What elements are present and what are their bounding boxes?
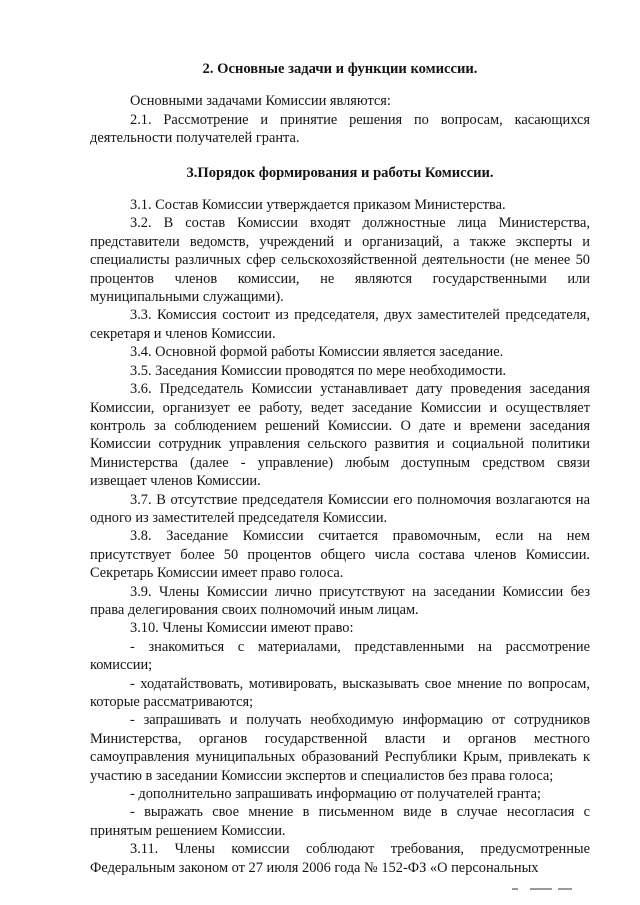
paragraph: 3.10. Члены Комиссии имеют право: bbox=[130, 620, 354, 637]
document-page bbox=[90, 60, 590, 877]
paragraph: 3.9. Члены Комиссии лично присутствуют на заседании Комиссии без права делегирования своих полномочий иным лицам. bbox=[90, 583, 590, 618]
scan-mark bbox=[512, 888, 518, 890]
list-item: - выражать свое мнение в письменном виде в случае несогласия с принятым решением Комиссии. bbox=[90, 804, 590, 839]
paragraph: 3.5. Заседания Комиссии проводятся по мере необходимости. bbox=[130, 362, 507, 379]
paragraph: 3.11. Члены комиссии соблюдают требования, предусмотренные Федеральным законом от 27 июля 2006 года № 152-ФЗ «О персональных bbox=[90, 841, 590, 876]
paragraph: 3.8. Заседание Комиссии считается правомочным, если на нем присутствует более 50 процентов общего числа состава членов Комиссии. Секретарь Комиссии имеет право голоса. bbox=[90, 528, 590, 582]
scan-mark bbox=[530, 888, 552, 890]
list-item: - дополнительно запрашивать информацию от получателей гранта; bbox=[130, 786, 541, 803]
paragraph: 3.2. В состав Комиссии входят должностные лица Министерства, представители ведомств, учреждений и организаций, а также эксперты и специалисты различных сфер сельскохозяйственной деятельности (не менее 50 процентов членов комиссии, не являются государственными или муниципальными служащими). bbox=[90, 215, 590, 306]
list-item: - запрашивать и получать необходимую информацию от сотрудников Министерства, органов государственной власти и органов местного самоуправления муниципальных образований Республики Крым, привлекать к участию в заседании Комиссии экспертов и специалистов без права голоса; bbox=[90, 712, 590, 784]
paragraph: 3.7. В отсутствие председателя Комиссии его полномочия возлагаются на одного из заместителей председателя Комиссии. bbox=[90, 491, 590, 526]
scan-mark bbox=[558, 888, 572, 890]
section-3-heading: 3.Порядок формирования и работы Комиссии. bbox=[186, 164, 494, 181]
list-item: - знакомиться с материалами, представленными на рассмотрение комиссии; bbox=[90, 638, 590, 674]
paragraph: 3.1. Состав Комиссии утверждается приказом Министерства. bbox=[130, 197, 506, 214]
paragraph: 3.6. Председатель Комиссии устанавливает дату проведения заседания Комиссии, организует ее работу, ведет заседание Комиссии и осуществляет контроль за соблюдением решений Комиссии. О дате и времени заседания Комиссии сотрудник управления сельского развития и социальной политики Министерства (далее - управление) любым доступным средством связи извещает членов Комиссии. bbox=[90, 381, 590, 490]
paragraph: 3.3. Комиссия состоит из председателя, двух заместителей председателя, секретаря и членов Комиссии. bbox=[90, 307, 590, 342]
section-2-heading: 2. Основные задачи и функции комиссии. bbox=[202, 61, 478, 77]
paragraph: 2.1. Рассмотрение и принятие решения по вопросам, касающихся деятельности получателей гранта. bbox=[90, 111, 590, 147]
list-item: - ходатайствовать, мотивировать, высказывать свое мнение по вопросам, которые рассматриваются; bbox=[90, 675, 590, 710]
paragraph: Основными задачами Комиссии являются: bbox=[130, 93, 391, 110]
scan-artifact bbox=[500, 888, 580, 894]
paragraph: 3.4. Основной формой работы Комиссии является заседание. bbox=[130, 344, 504, 361]
